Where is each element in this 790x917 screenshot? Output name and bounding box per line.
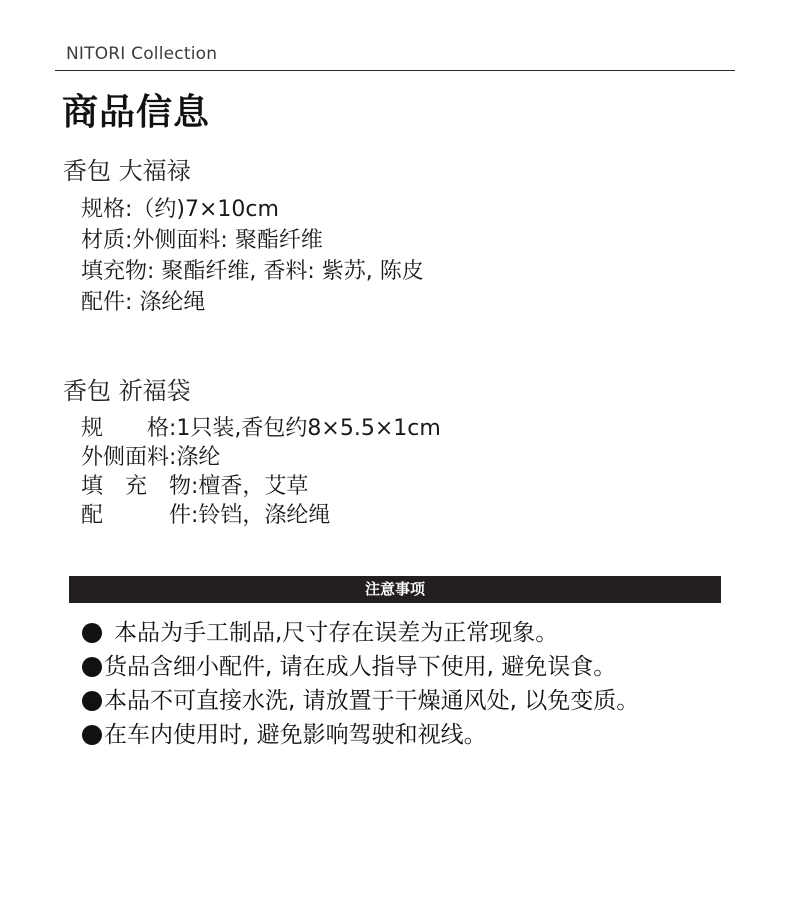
spec-size: 规 格:1只装,香包约8×5.5×1cm (81, 416, 441, 441)
spec-material: 材质:外侧面料: 聚酯纤维 (81, 228, 323, 253)
product-name: 香包 大福禄 (63, 157, 191, 185)
notice-text: 在车内使用时, 避免影响驾驶和视线。 (104, 722, 487, 748)
notice-item (82, 718, 639, 752)
header-divider (55, 70, 735, 71)
notice-heading: 注意事项 (69, 576, 721, 603)
notice-item (82, 650, 639, 684)
spec-list (63, 414, 441, 530)
brand-name: NITORI Collection (66, 44, 218, 64)
bullet-icon (82, 691, 102, 711)
spec-accessory: 配件: 涤纶绳 (81, 290, 206, 315)
product-name: 香包 祈福袋 (63, 377, 191, 405)
page-title: 商品信息 (62, 92, 211, 133)
product-section-dafulu (63, 156, 424, 318)
notice-text: 货品含细小配件, 请在成人指导下使用, 避免误食。 (104, 654, 617, 680)
bullet-icon (82, 623, 102, 643)
spec-size: 规格:（约)7×10cm (81, 197, 279, 222)
notice-list (82, 616, 639, 752)
notice-item (82, 616, 639, 650)
spec-material: 外侧面料:涤纶 (81, 445, 221, 470)
spec-filling: 填 充 物:檀香，艾草 (81, 474, 309, 499)
notice-text: 本品为手工制品,尺寸存在误差为正常现象。 (114, 620, 559, 646)
bullet-icon (82, 657, 102, 677)
spec-filling: 填充物: 聚酯纤维, 香料: 紫苏, 陈皮 (81, 259, 424, 284)
notice-text: 本品不可直接水洗, 请放置于干燥通风处, 以免变质。 (104, 688, 640, 714)
bullet-icon (82, 725, 102, 745)
spec-list (63, 194, 424, 318)
spec-accessory: 配 件:铃铛，涤纶绳 (81, 503, 331, 528)
notice-item (82, 684, 639, 718)
product-section-qifudai (63, 376, 441, 530)
